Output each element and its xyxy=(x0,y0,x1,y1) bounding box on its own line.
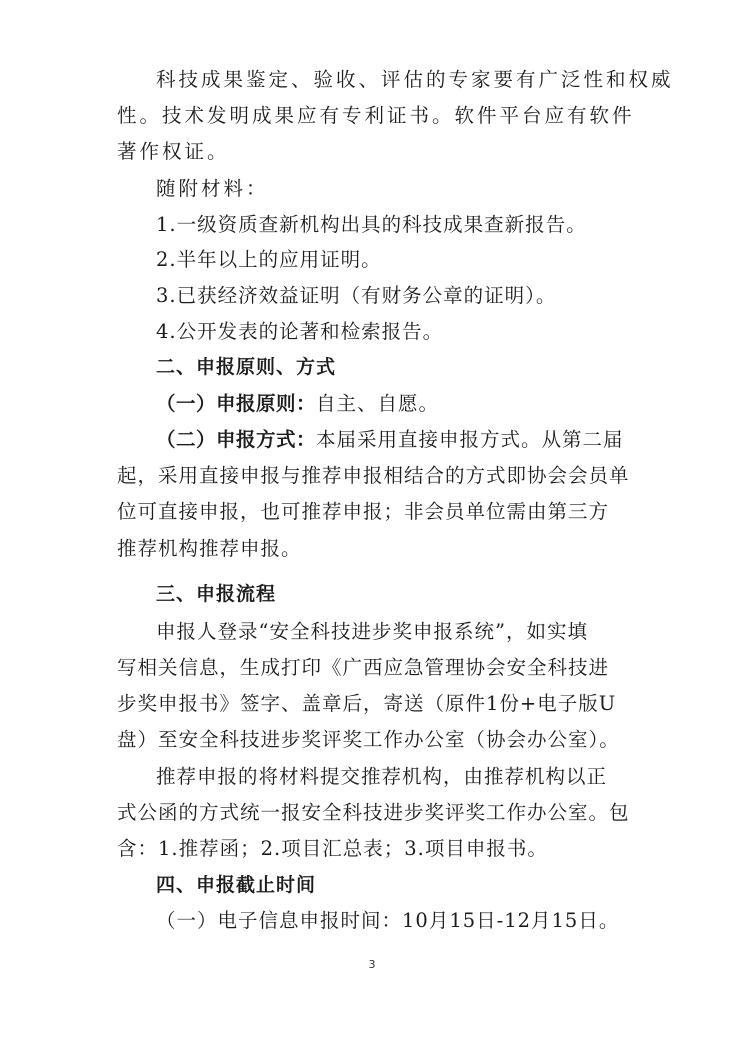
paragraph-line: 推荐申报的将材料提交推荐机构，由推荐机构以正 xyxy=(156,765,608,788)
paragraph-line xyxy=(156,428,676,452)
section-heading: 二、申报原则、方式 xyxy=(156,356,337,378)
paragraph-line: 起，采用直接申报与推荐申报相结合的方式即协会会员单 xyxy=(117,464,630,487)
paragraph-line xyxy=(156,392,676,416)
item-text: 自主、自愿。 xyxy=(316,392,440,415)
list-item: 3.已获经济效益证明（有财务公章的证明）。 xyxy=(156,284,557,307)
paragraph-line: 含：1.推荐函；2.项目汇总表；3.项目申报书。 xyxy=(117,837,548,860)
paragraph-line: 写相关信息，生成打印《广西应急管理协会安全科技进 xyxy=(117,656,610,679)
paragraph-line: 位可直接申报，也可推荐申报；非会员单位需由第三方 xyxy=(117,500,610,523)
paragraph-line: 式公函的方式统一报安全科技进步奖评奖工作办公室。包 xyxy=(117,801,630,824)
paragraph-line: 步奖申报书》签字、盖章后，寄送（原件1份+电子版U xyxy=(117,692,617,715)
paragraph-line: 性。技术发明成果应有专利证书。软件平台应有软件 xyxy=(117,104,635,127)
paragraph-line: 推荐机构推荐申报。 xyxy=(117,537,302,560)
list-item: 1.一级资质查新机构出具的科技成果查新报告。 xyxy=(156,213,587,236)
list-item: 4.公开发表的论著和检索报告。 xyxy=(156,320,444,343)
paragraph-line: （一）电子信息申报时间：10月15日-12月15日。 xyxy=(156,909,620,932)
paragraph-line: 申报人登录“安全科技进步奖申报系统”，如实填 xyxy=(156,620,588,643)
list-item: 2.半年以上的应用证明。 xyxy=(156,248,382,271)
item-text: 本届采用直接申报方式。从第二届 xyxy=(316,428,624,451)
item-lead: （一）申报原则： xyxy=(156,392,317,415)
paragraph-line: 随附材料： xyxy=(156,177,269,200)
section-heading: 四、申报截止时间 xyxy=(156,874,317,896)
page-number: 3 xyxy=(368,958,376,971)
paragraph-line: 科技成果鉴定、验收、评估的专家要有广泛性和权威 xyxy=(156,68,674,91)
section-heading: 三、申报流程 xyxy=(156,583,277,605)
paragraph-line: 盘）至安全科技进步奖评奖工作办公室（协会办公室）。 xyxy=(117,728,620,751)
item-lead: （二）申报方式： xyxy=(156,428,317,451)
paragraph-line: 著作权证。 xyxy=(117,140,230,163)
